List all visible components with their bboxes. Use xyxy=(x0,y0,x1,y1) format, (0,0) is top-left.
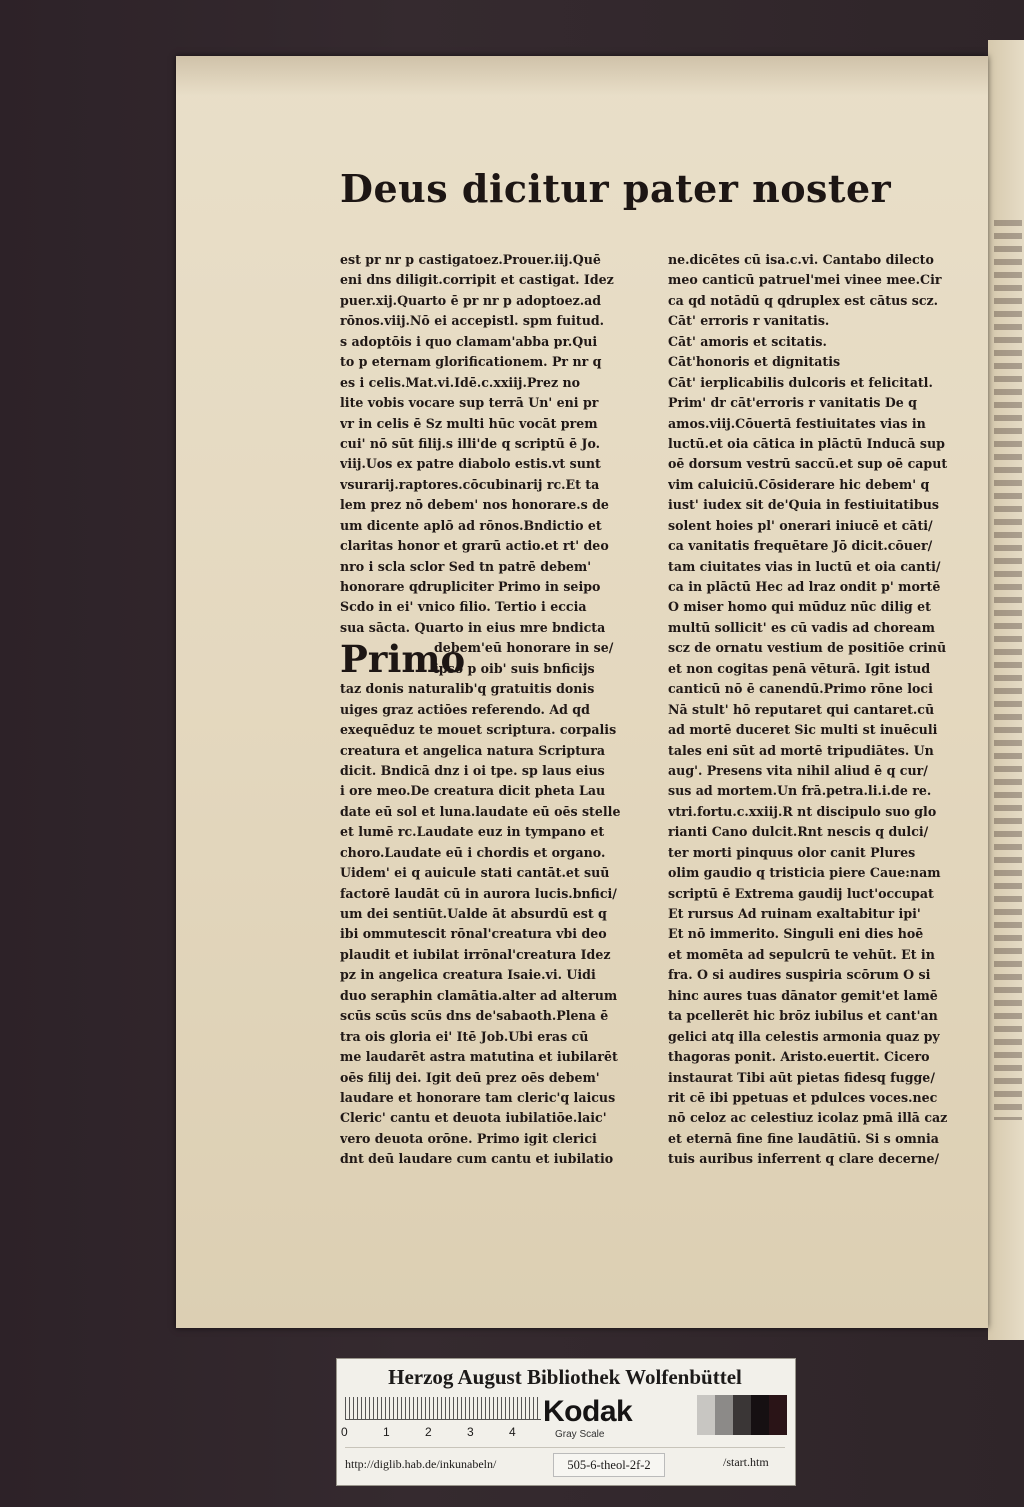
text-line: vr in celis ē Sz multi hūc vocāt prem xyxy=(340,415,598,431)
gray-swatch xyxy=(751,1395,769,1435)
text-line: ca qd notādū q qdruplex est cātus scz. xyxy=(668,292,939,308)
card-divider xyxy=(345,1447,785,1448)
text-line: ipso p oib' suis bnficijs xyxy=(434,660,595,676)
text-line: plaudit et iubilat irrōnal'creatura Idez xyxy=(340,946,611,962)
text-line: ad mortē duceret Sic multi st inuēculi xyxy=(668,722,938,738)
left-text-column xyxy=(340,250,642,1170)
text-line: est pr nr p castigatoez.Prouer.iij.Quē xyxy=(340,252,601,267)
text-line: puer.xij.Quarto ē pr nr p adoptoez.ad xyxy=(340,292,602,308)
text-line: et lumē rc.Laudate euz in tympano et xyxy=(340,824,605,840)
text-line: ne.dicētes cū isa.c.vi. Cantabo dilecto xyxy=(668,252,934,267)
text-line: canticū nō ē canendū.Primo rōne loci xyxy=(668,681,933,697)
text-line: ta pcellerēt hic brōz iubilus et cant'an xyxy=(668,1008,938,1024)
text-line: tuis auribus inferrent q clare decerne/ xyxy=(668,1151,940,1167)
text-line: vsurarij.raptores.cōcubinarij rc.Et ta xyxy=(340,476,600,492)
library-name: Herzog August Bibliothek Wolfenbüttel xyxy=(388,1365,742,1389)
text-line: gelici atq illa celestis armonia quaz py xyxy=(668,1028,940,1044)
text-line: scriptū ē Extrema gaudij luct'occupat xyxy=(668,885,934,901)
text-line: exequēduz te mouet scriptura. corpalis xyxy=(340,722,617,738)
text-line: me laudarēt astra matutina et iubilarēt xyxy=(340,1049,618,1065)
gray-scale-label: Gray Scale xyxy=(555,1429,605,1440)
initial-block xyxy=(340,637,642,682)
text-line: solent hoies pl' onerari iniucē et cāti/ xyxy=(668,517,933,533)
kodak-logo: Kodak xyxy=(543,1395,633,1428)
text-line: nro i scla sclor Sed tn patrē debem' xyxy=(340,558,592,574)
text-line: Cāt' amoris et scitatis. xyxy=(668,333,827,349)
text-line: pz in angelica creatura Isaie.vi. Uidi xyxy=(340,967,596,983)
adjacent-page-text-bleed xyxy=(994,220,1022,1120)
text-line: scz de ornatu vestium de positiōe crinū xyxy=(668,640,947,656)
text-line: tam ciuitates vias in luctū et oia canti/ xyxy=(668,558,941,574)
text-line: factorē laudāt cū in aurora lucis.bnfici/ xyxy=(340,885,617,901)
text-line: ca vanitatis frequētare Jō dicit.cōuer/ xyxy=(668,538,933,554)
text-line: lite vobis vocare sup terrā Un' eni pr xyxy=(340,395,599,411)
text-line: Cāt' ierplicabilis dulcoris et felicitatl. xyxy=(668,374,933,390)
text-line: O miser homo qui mūduz nūc dilig et xyxy=(668,599,931,615)
text-line: to p eternam glorificationem. Pr nr q xyxy=(340,354,602,370)
text-line: et momēta ad sepulcrū te vehūt. Et in xyxy=(668,946,935,962)
text-line: multū sollicit' es cū vadis ad choream xyxy=(668,619,935,635)
text-line: rit cē ibi ppetuas et pdulces voces.nec xyxy=(668,1089,938,1105)
text-line: iust' iudex sit de'Quia in festiuitatibus xyxy=(668,497,939,513)
text-line: vero deuota orōne. Primo igit clerici xyxy=(340,1130,597,1146)
text-line: ibi ommutescit rōnal'creatura vbi deo xyxy=(340,926,607,942)
text-line: et non cogitas penā vēturā. Igit istud xyxy=(668,660,931,676)
text-line: eni dns diligit.corripit et castigat. Idez xyxy=(340,272,614,288)
right-text-column xyxy=(668,250,970,1170)
text-line: lem prez nō debem' nos honorare.s de xyxy=(340,497,609,513)
text-line: ca in plāctū Hec ad lraz ondit p' mortē xyxy=(668,579,941,594)
text-line: vim caluiciū.Cōsiderare hic debem' q xyxy=(668,476,930,492)
gray-swatch xyxy=(715,1395,733,1435)
text-line: thagoras ponit. Aristo.euertit. Cicero xyxy=(668,1049,930,1065)
gray-swatch xyxy=(733,1395,751,1435)
text-line: viij.Uos ex patre diabolo estis.vt sunt xyxy=(340,456,601,472)
color-calibration-card xyxy=(336,1358,796,1486)
text-line: Et rursus Ad ruinam exaltabitur ipi' xyxy=(668,906,921,921)
ruler-number: 0 xyxy=(341,1425,348,1439)
text-line: debem'eū honorare in se/ xyxy=(434,640,614,656)
text-line: tales eni sūt ad mortē tripudiātes. Un xyxy=(668,742,934,758)
decorated-initial: Primo xyxy=(340,637,466,682)
text-line: vtri.fortu.c.xxiij.R nt discipulo suo glo xyxy=(668,803,937,819)
text-line: date eū sol et luna.laudate eū oēs stelle xyxy=(340,803,621,819)
ruler-number: 4 xyxy=(509,1425,516,1439)
text-line: ter morti pinquus olor canit Plures xyxy=(668,844,916,860)
gray-swatch xyxy=(769,1395,787,1435)
measurement-ruler xyxy=(345,1397,541,1420)
text-line: uiges graz actiōes referendo. Ad qd xyxy=(340,701,590,717)
text-line: i ore meo.De creatura dicit pheta Lau xyxy=(340,783,606,799)
source-url: http://diglib.hab.de/inkunabeln/ xyxy=(345,1457,497,1471)
text-line: amos.viij.Cōuertā festiuitates vias in xyxy=(668,415,926,431)
text-line: rōnos.viij.Nō ei accepistl. spm fuitud. xyxy=(340,313,605,329)
text-line: meo canticū patruel'mei vinee mee.Cir xyxy=(668,272,942,288)
text-line: laudare et honorare tam cleric'q laicus xyxy=(340,1089,616,1105)
text-line: choro.Laudate eū i chordis et organo. xyxy=(340,844,606,860)
text-line: hinc aures tuas dānator gemit'et lamē xyxy=(668,987,938,1003)
ruler-number: 2 xyxy=(425,1425,432,1439)
text-line: tra ois gloria ei' Itē Job.Ubi eras cū xyxy=(340,1028,589,1044)
gray-swatch xyxy=(697,1395,715,1435)
text-line: Cāt' erroris r vanitatis. xyxy=(668,313,830,329)
ruler-number: 3 xyxy=(467,1425,474,1439)
text-line: oē dorsum vestrū saccū.et sup oē caput xyxy=(668,456,948,472)
text-line: es i celis.Mat.vi.Idē.c.xxiij.Prez no xyxy=(340,374,581,390)
text-line: olim gaudio q tristicia piere Caue:nam xyxy=(668,865,941,881)
text-line: oēs filij dei. Igit deū prez oēs debem' xyxy=(340,1069,600,1085)
text-line: Cāt'honoris et dignitatis xyxy=(668,354,841,370)
text-line: cui' nō sūt filij.s illi'de q scriptū ē Jo. xyxy=(340,435,601,451)
text-line: rianti Cano dulcit.Rnt nescis q dulci/ xyxy=(668,824,929,840)
text-line: dicit. Bndicā dnz i oi tpe. sp laus eius xyxy=(340,762,605,778)
text-line: aug'. Presens vita nihil aliud ē q cur/ xyxy=(668,762,928,778)
text-line: taz donis naturalib'q gratuitis donis xyxy=(340,681,595,697)
start-path: /start.htm xyxy=(723,1455,769,1469)
text-line: fra. O si audires suspiria scōrum O si xyxy=(668,967,931,983)
ruler-scale xyxy=(341,1425,541,1441)
text-line: Uidem' ei q auicule stati cantāt.et suū xyxy=(340,865,610,881)
text-line: creatura et angelica natura Scriptura xyxy=(340,742,605,758)
text-line: Prim' dr cāt'erroris r vanitatis De q xyxy=(668,395,917,411)
text-line: luctū.et oia cātica in plāctū Inducā sup xyxy=(668,435,945,451)
text-line: et eternā fine fine laudātiū. Si s omnia xyxy=(668,1130,939,1146)
text-line: sua sācta. Quarto in eius mre bndicta xyxy=(340,619,606,635)
text-line: dnt deū laudare cum cantu et iubilatio xyxy=(340,1151,614,1167)
text-line: Cleric' cantu et deuota iubilatiōe.laic' xyxy=(340,1110,607,1126)
text-line: scūs scūs scūs dns de'sabaoth.Plena ē xyxy=(340,1008,609,1024)
text-line: nō celoz ac celestiuz icolaz pmā illā caz xyxy=(668,1110,948,1126)
text-line: claritas honor et grarū actio.et rt' deo xyxy=(340,538,609,554)
page-top-shadow xyxy=(176,56,988,96)
text-line: Et nō immerito. Singuli eni dies hoē xyxy=(668,926,924,942)
shelfmark-label: 505-6-theol-2f-2 xyxy=(553,1453,665,1477)
text-line: Scdo in ei' vnico filio. Tertio i eccia xyxy=(340,599,587,615)
ruler-number: 1 xyxy=(383,1425,390,1439)
text-line: honorare qdrupliciter Primo in seipo xyxy=(340,579,601,594)
text-line: s adoptōis i quo clamam'abba pr.Qui xyxy=(340,333,598,349)
text-line: duo seraphin clamātia.alter ad alterum xyxy=(340,987,618,1003)
text-line: um dicente aplō ad rōnos.Bndictio et xyxy=(340,517,602,533)
text-line: um dei sentiūt.Ualde āt absurdū est q xyxy=(340,906,607,921)
text-line: Nā stult' hō reputaret qui cantaret.cū xyxy=(668,701,935,717)
text-line: instaurat Tibi aūt pietas fidesq fugge/ xyxy=(668,1069,935,1085)
page-heading: Deus dicitur pater noster xyxy=(340,166,892,211)
text-line: sus ad mortem.Un frā.petra.li.i.de re. xyxy=(668,783,932,799)
